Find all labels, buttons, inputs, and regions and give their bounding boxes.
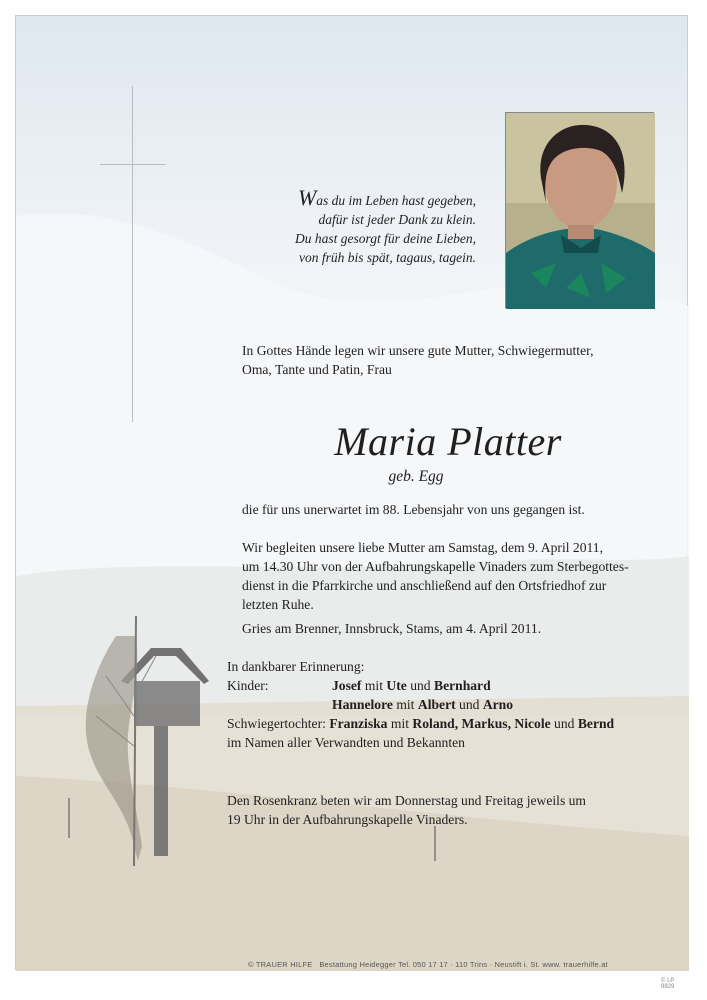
- intro-line-1: In Gottes Hände legen wir unsere gute Mutter, Schwiegermutter,: [242, 343, 594, 358]
- cross-vertical: [132, 86, 133, 422]
- footer: [248, 960, 608, 969]
- child-row-1: [332, 676, 491, 695]
- daughter-in-law-name: Franziska: [329, 716, 388, 731]
- footer-brand: © TRAUER HILFE: [248, 960, 313, 969]
- birth-name: geb. Egg: [388, 468, 444, 485]
- child-name: Hannelore: [332, 697, 393, 712]
- quote-line-3: Du hast gesorgt für deine Lieben,: [295, 231, 476, 246]
- footer-text: Bestattung Heidegger Tel. 050 17 17 · 110 Trins · Neustift i. St. www. trauerhilfe.at: [319, 960, 608, 969]
- grandchildren-names: Roland, Markus, Nicole: [412, 716, 551, 731]
- word-mit: mit: [396, 697, 415, 712]
- partner-name: Ute: [386, 678, 407, 693]
- obituary-card: [15, 15, 688, 990]
- document-code: © LP 9829: [661, 978, 675, 990]
- place-date: Gries am Brenner, Innsbruck, Stams, am 4. April 2011.: [242, 621, 542, 636]
- rosary-paragraph: [227, 791, 654, 829]
- deceased-name: Maria Platter: [334, 419, 562, 464]
- funeral-line-1: Wir begleiten unsere liebe Mutter am Samstag, dem 9. April 2011,: [242, 540, 603, 555]
- quote-initial: W: [297, 185, 317, 210]
- quote-line-1: as du im Leben hast gegeben,: [316, 193, 476, 208]
- portrait-photo: [505, 112, 654, 308]
- age-line: die für uns unerwartet im 88. Lebensjahr von uns gegangen ist.: [242, 502, 585, 517]
- rosary-line-1: Den Rosenkranz beten wir am Donnerstag und Freitag jeweils um: [227, 793, 587, 808]
- memorial-quote: [246, 185, 476, 267]
- grandchild-name: Arno: [482, 697, 514, 712]
- quote-line-2: dafür ist jeder Dank zu klein.: [318, 212, 476, 227]
- word-und: und: [410, 678, 431, 693]
- cross-horizontal: [100, 164, 166, 165]
- grandchild-name: Bernd: [577, 716, 615, 731]
- funeral-line-3: dienst in die Pfarrkirche und anschließend auf den Ortsfriedhof zur: [242, 578, 607, 593]
- word-mit: mit: [390, 716, 410, 731]
- intro-paragraph: [242, 341, 654, 379]
- quote-line-4: von früh bis spät, tagaus, tagein.: [298, 250, 476, 265]
- closing-line: im Namen aller Verwandten und Bekannten: [227, 735, 465, 750]
- grandchild-name: Bernhard: [434, 678, 491, 693]
- word-mit: mit: [364, 678, 383, 693]
- intro-line-2: Oma, Tante und Patin, Frau: [242, 362, 392, 377]
- word-und: und: [459, 697, 480, 712]
- word-und: und: [554, 716, 575, 731]
- funeral-line-2: um 14.30 Uhr von der Aufbahrungskapelle Vinaders zum Sterbegottes-: [242, 559, 629, 574]
- child-name: Josef: [332, 678, 362, 693]
- children-label: Kinder:: [227, 678, 269, 693]
- mourners-heading: In dankbarer Erinnerung:: [227, 659, 365, 674]
- partner-name: Albert: [417, 697, 456, 712]
- funeral-paragraph: [242, 538, 654, 614]
- rosary-line-2: 19 Uhr in der Aufbahrungskapelle Vinaders.: [227, 812, 468, 827]
- child-row-2: [332, 695, 513, 714]
- daughter-in-law-label: Schwiegertochter:: [227, 716, 326, 731]
- funeral-line-4: letzten Ruhe.: [242, 597, 314, 612]
- daughter-in-law-row: [227, 714, 614, 733]
